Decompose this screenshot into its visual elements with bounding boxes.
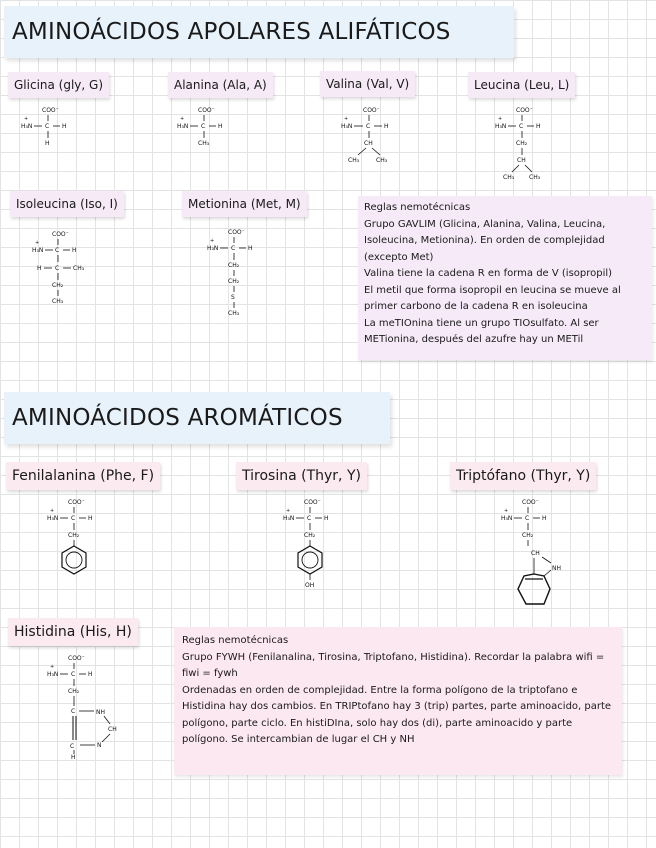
svg-text:CH₃: CH₃ xyxy=(348,157,360,164)
svg-text:S: S xyxy=(231,294,235,301)
svg-text:CH₂: CH₂ xyxy=(52,282,64,289)
svg-text:COO⁻: COO⁻ xyxy=(68,499,85,506)
label-isoleucina: Isoleucina (Iso, I) xyxy=(10,191,124,217)
glicina-alpha-carbon: C xyxy=(45,123,50,130)
svg-text:CH₂: CH₂ xyxy=(228,262,240,269)
svg-text:C: C xyxy=(55,247,60,254)
label-alanina: Alanina (Ala, A) xyxy=(168,72,273,98)
label-histidina: Histidina (His, H) xyxy=(8,618,138,646)
svg-text:+: + xyxy=(50,664,55,670)
structure-tirosina xyxy=(282,496,352,596)
glicina-amino: H₃N xyxy=(21,123,33,130)
svg-text:CH₂: CH₂ xyxy=(68,688,80,695)
svg-text:H₃N: H₃N xyxy=(283,515,295,522)
svg-text:+: + xyxy=(50,508,55,514)
svg-text:C: C xyxy=(201,123,206,130)
svg-text:CH: CH xyxy=(108,726,117,733)
label-metionina: Metionina (Met, M) xyxy=(182,191,307,217)
structure-histidina xyxy=(46,652,126,760)
notes-aliphatic-line: La meTIOnina tiene un grupo TIOsulfato. Al ser METionina, después del azufre hay un METil xyxy=(364,317,599,345)
label-triptofano: Triptófano (Thyr, Y) xyxy=(450,462,596,490)
svg-text:CH₃: CH₃ xyxy=(228,310,240,317)
structure-leucina xyxy=(494,104,564,184)
svg-text:COO⁻: COO⁻ xyxy=(522,499,539,506)
glicina-h: H xyxy=(62,123,67,130)
label-valina: Valina (Val, V) xyxy=(320,71,415,97)
svg-text:H: H xyxy=(88,515,93,522)
svg-text:COO⁻: COO⁻ xyxy=(228,229,245,236)
svg-text:C: C xyxy=(71,708,76,715)
mnemonic-notes-aliphatic xyxy=(358,196,652,360)
svg-text:+: + xyxy=(35,240,40,246)
svg-text:CH: CH xyxy=(531,550,540,557)
svg-text:C: C xyxy=(55,265,60,272)
svg-text:NH: NH xyxy=(96,709,105,716)
svg-text:OH: OH xyxy=(305,582,315,589)
notes-aliphatic-line: El metil que forma isopropil en leucina se mueve al primer carbono de la cadena R en isoleucina xyxy=(364,284,621,312)
svg-text:H: H xyxy=(536,123,541,130)
svg-text:CH₂: CH₂ xyxy=(522,532,534,539)
notes-aromatic-line: Ordenadas en orden de complejidad. Entre la forma polígono de la triptofano e Histidina hay dos cambios. En TRIPtofano hay 3 (trip) partes, parte aminoacido, parte polígono, parte ciclo. En histiDIna, solo hay dos (di), parte aminoacido y parte polígono. Se intercambian de lugar el CH y NH xyxy=(182,684,612,745)
svg-text:COO⁻: COO⁻ xyxy=(363,107,380,114)
label-leucina: Leucina (Leu, L) xyxy=(468,72,575,98)
notes-aromatic-heading: Reglas nemotécnicas xyxy=(182,635,289,646)
svg-text:H: H xyxy=(88,671,93,678)
svg-text:CH₂: CH₂ xyxy=(228,278,240,285)
svg-text:H: H xyxy=(72,247,77,254)
svg-text:+: + xyxy=(504,508,509,514)
section-title-aromatic: AMINOÁCIDOS AROMÁTICOS xyxy=(4,392,390,444)
mnemonic-notes-aromatic xyxy=(174,627,622,775)
svg-text:COO⁻: COO⁻ xyxy=(68,655,85,662)
svg-text:H₃N: H₃N xyxy=(341,123,353,130)
svg-text:CH₃: CH₃ xyxy=(376,157,388,164)
svg-text:N: N xyxy=(97,742,102,749)
svg-text:NH: NH xyxy=(552,565,561,572)
svg-text:H: H xyxy=(384,123,389,130)
svg-text:C: C xyxy=(71,515,76,522)
notes-aliphatic-line: Grupo GAVLIM (Glicina, Alanina, Valina, Leucina, Isoleucina, Metionina). En orden de complejidad (excepto Met) xyxy=(364,218,606,263)
svg-text:H₃N: H₃N xyxy=(207,245,219,252)
svg-text:H: H xyxy=(71,754,76,761)
svg-text:COO⁻: COO⁻ xyxy=(516,107,533,114)
glicina-charge: + xyxy=(24,116,29,122)
svg-text:C: C xyxy=(307,515,312,522)
svg-text:CH₃: CH₃ xyxy=(198,140,210,147)
glicina-carboxyl: COO⁻ xyxy=(42,107,59,114)
svg-text:H: H xyxy=(218,123,223,130)
label-fenilalanina: Fenilalanina (Phe, F) xyxy=(6,462,160,490)
svg-text:+: + xyxy=(286,508,291,514)
svg-text:CH₂: CH₂ xyxy=(516,140,528,147)
svg-text:H: H xyxy=(248,245,253,252)
svg-text:H₃N: H₃N xyxy=(177,123,189,130)
svg-text:H₃N: H₃N xyxy=(495,123,507,130)
structure-metionina xyxy=(206,226,276,328)
svg-text:H: H xyxy=(37,265,42,272)
structure-valina xyxy=(338,104,408,168)
svg-text:+: + xyxy=(498,116,503,122)
notes-aliphatic-heading: Reglas nemotécnicas xyxy=(364,202,471,213)
label-glicina: Glicina (gly, G) xyxy=(8,72,109,98)
svg-text:C: C xyxy=(231,245,236,252)
structure-alanina xyxy=(176,104,236,149)
svg-text:C: C xyxy=(519,123,524,130)
svg-text:COO⁻: COO⁻ xyxy=(304,499,321,506)
svg-text:C: C xyxy=(525,515,530,522)
structure-glicina xyxy=(20,104,80,149)
structure-fenilalanina xyxy=(46,496,116,580)
svg-text:CH: CH xyxy=(517,157,526,164)
svg-text:H₃N: H₃N xyxy=(47,515,59,522)
svg-text:CH₃: CH₃ xyxy=(52,298,64,305)
svg-text:C: C xyxy=(71,671,76,678)
svg-text:COO⁻: COO⁻ xyxy=(198,107,215,114)
svg-text:CH₂: CH₂ xyxy=(68,532,80,539)
svg-text:H₃N: H₃N xyxy=(32,247,44,254)
svg-text:CH₃: CH₃ xyxy=(503,174,515,181)
svg-text:H₃N: H₃N xyxy=(47,671,59,678)
section-title-aliphatic: AMINOÁCIDOS APOLARES ALIFÁTICOS xyxy=(4,6,514,58)
svg-text:C: C xyxy=(366,123,371,130)
svg-text:COO⁻: COO⁻ xyxy=(52,231,69,238)
notes-aromatic-line: Grupo FYWH (Fenilanalina, Tirosina, Triptofano, Histidina). Recordar la palabra wifi = fiwi = fywh xyxy=(182,651,605,679)
svg-text:H₃N: H₃N xyxy=(501,515,513,522)
svg-text:CH₂: CH₂ xyxy=(304,532,316,539)
svg-text:H: H xyxy=(324,515,329,522)
svg-text:CH: CH xyxy=(364,140,373,147)
glicina-r-h: H xyxy=(45,140,50,147)
label-tirosina: Tirosina (Thyr, Y) xyxy=(236,462,367,490)
notes-aliphatic-line: Valina tiene la cadena R en forma de V (isopropil) xyxy=(364,268,613,279)
svg-text:CH₃: CH₃ xyxy=(73,265,85,272)
svg-text:+: + xyxy=(210,238,215,244)
structure-triptofano xyxy=(500,496,580,614)
svg-text:C: C xyxy=(70,743,75,750)
svg-text:+: + xyxy=(180,116,185,122)
structure-isoleucina xyxy=(34,228,104,308)
svg-text:+: + xyxy=(344,116,349,122)
svg-text:H: H xyxy=(542,515,547,522)
svg-text:CH₃: CH₃ xyxy=(529,174,541,181)
